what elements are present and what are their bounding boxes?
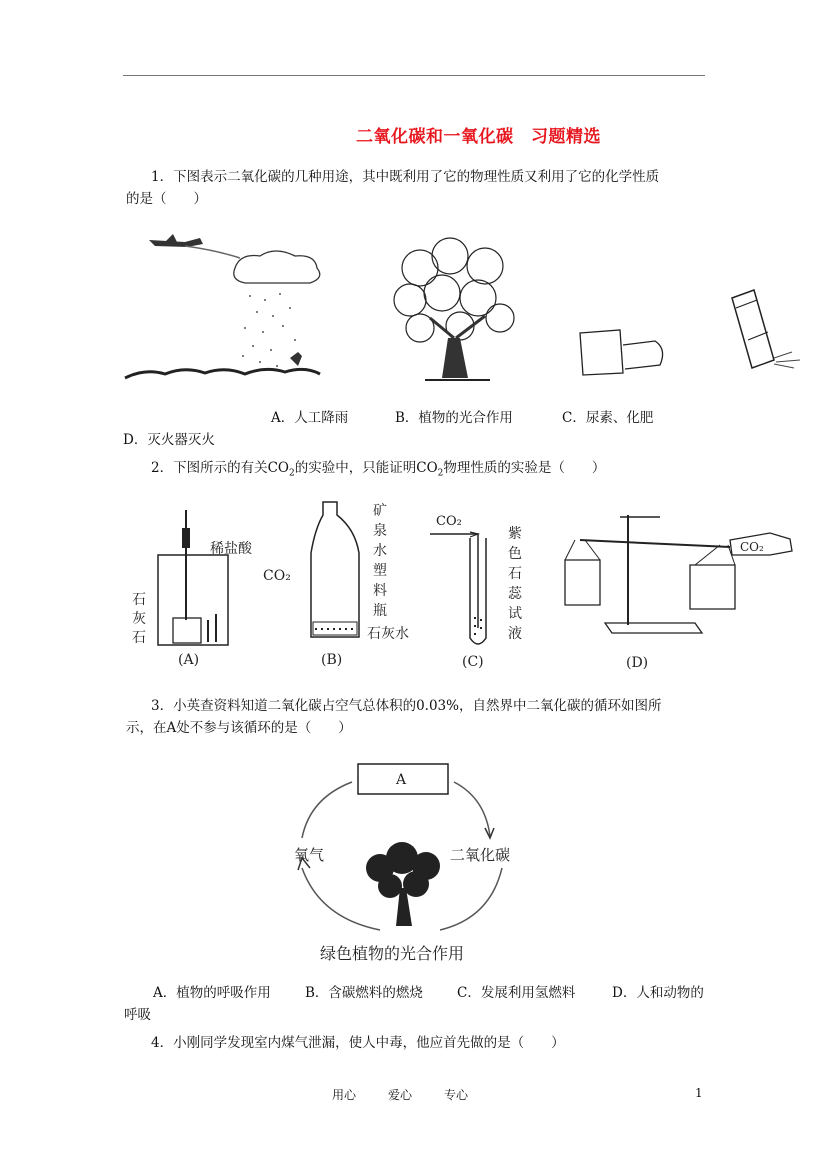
q2-c-v1: 紫 xyxy=(508,526,522,542)
q2-figure-c xyxy=(430,508,540,673)
q2-text-pre: 2．下图所示的有关CO xyxy=(151,460,289,476)
q2-c-v2: 色 xyxy=(508,546,522,562)
footer-left: 用心 xyxy=(332,1088,357,1102)
q3-text-line2: 示，在A处不参与该循环的是（ ） xyxy=(126,720,352,736)
q4-text: 4．小刚同学发现室内煤气泄漏，使人中毒，他应首先做的是（ ） xyxy=(151,1035,565,1051)
q1-option-b: B．植物的光合作用 xyxy=(395,410,513,426)
q1-figure-rain xyxy=(125,228,325,383)
q2-d-bottle: CO₂ xyxy=(740,540,764,554)
q3-option-a: A．植物的呼吸作用 xyxy=(153,985,271,1001)
q2-sub-2: 2 xyxy=(437,468,444,479)
q2-b-v2: 泉 xyxy=(373,523,387,539)
q2-c-v6: 液 xyxy=(508,626,522,642)
q2-b-gas: CO₂ xyxy=(263,568,291,584)
q2-figure-b xyxy=(255,497,409,672)
q1-figure-extinguisher xyxy=(722,290,817,370)
q2-c-gas: CO₂ xyxy=(436,514,462,529)
header-rule xyxy=(123,75,705,76)
q2-figure-d xyxy=(560,505,810,670)
q2-c-caption: (C) xyxy=(462,654,484,670)
q1-option-a: A．人工降雨 xyxy=(271,410,349,426)
q2-sub-1: 2 xyxy=(289,468,295,479)
q3-option-d: D．人和动物的 xyxy=(612,985,704,1001)
q1-text-line1: 1．下图表示二氧化碳的几种用途，其中既利用了它的物理性质又利用了它的化学性质 xyxy=(151,169,660,185)
q2-d-caption: (D) xyxy=(626,655,649,671)
q3-left-label: 氧气 xyxy=(294,846,325,864)
q1-figure-fertilizer xyxy=(575,325,670,380)
q2-a-label: 稀盐酸 xyxy=(210,541,252,557)
q2-c-v3: 石 xyxy=(508,566,522,582)
q2-text-post: 物理性质的实验是（ ） xyxy=(443,460,606,476)
q2-text xyxy=(151,459,605,483)
q2-c-v4: 蕊 xyxy=(508,586,522,602)
q1-figure-tree xyxy=(390,238,520,388)
q2-c-v5: 试 xyxy=(508,606,522,622)
q2-b-v1: 矿 xyxy=(373,503,387,519)
q2-b-v3: 水 xyxy=(373,543,387,559)
footer-mid: 爱心 xyxy=(388,1088,413,1102)
q3-cycle-diagram xyxy=(280,758,540,968)
q3-right-label: 二氧化碳 xyxy=(450,846,511,864)
q2-text-mid: 的实验中，只能证明CO xyxy=(294,460,438,476)
q1-text-line2: 的是（ ） xyxy=(126,191,207,207)
q2-b-v6: 瓶 xyxy=(373,603,387,619)
footer-right: 专心 xyxy=(444,1088,469,1102)
q2-b-v5: 料 xyxy=(373,583,387,599)
q3-option-c: C．发展利用氢燃料 xyxy=(457,985,576,1001)
q3-text-line1: 3．小英查资料知道二氧化碳占空气总体积的0.03%，自然界中二氧化碳的循环如图所 xyxy=(151,698,662,714)
q3-option-d-cont: 呼吸 xyxy=(124,1007,151,1023)
q2-a-side-2: 灰 xyxy=(132,611,146,627)
q2-a-caption: (A) xyxy=(178,652,200,668)
q2-b-v4: 塑 xyxy=(373,563,387,579)
q2-figure-a xyxy=(128,500,252,670)
q1-option-d: D．灭火器灭火 xyxy=(123,432,215,448)
q2-b-caption: (B) xyxy=(321,652,343,668)
q2-b-bottom: 石灰水 xyxy=(367,626,409,642)
q3-box-label: A xyxy=(396,772,407,788)
q2-a-side-1: 石 xyxy=(132,592,146,608)
q3-option-b: B．含碳燃料的燃烧 xyxy=(305,985,423,1001)
q2-a-side-3: 石 xyxy=(132,630,146,646)
q1-option-c: C．尿素、化肥 xyxy=(562,410,654,426)
page-number: 1 xyxy=(695,1086,703,1100)
page-title: 二氧化碳和一氧化碳 习题精选 xyxy=(356,127,601,147)
q3-bottom-label: 绿色植物的光合作用 xyxy=(320,944,465,963)
